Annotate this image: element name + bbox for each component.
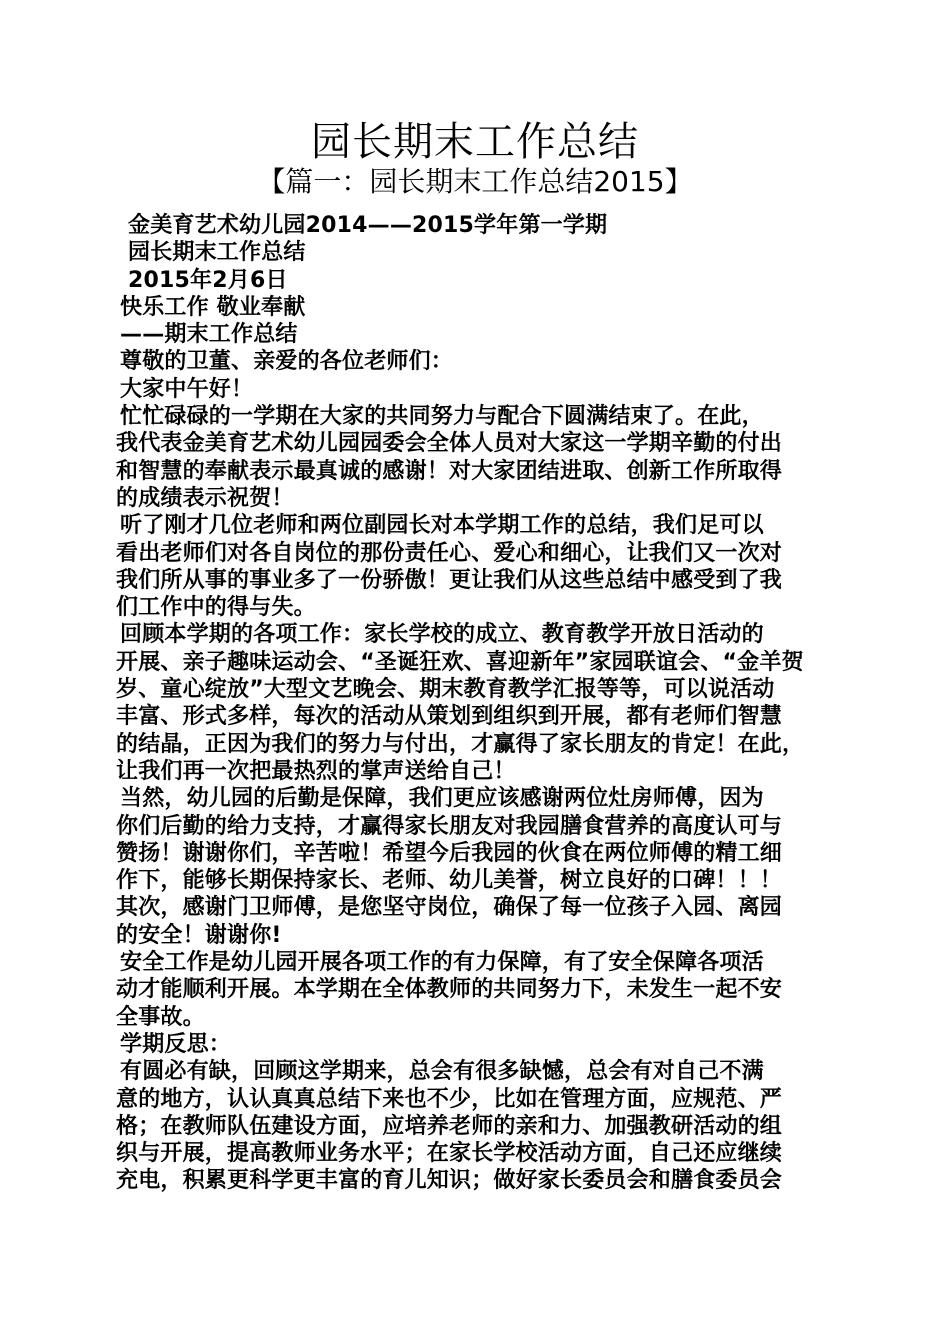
body-line: 全事故。 (116, 1004, 205, 1030)
body-line: ——期末工作总结 (120, 322, 298, 348)
body-line: 织与开展，提高教师业务水平；在家长学校活动方面，自己还应继续 (116, 1141, 783, 1167)
body-line: 的成绩表示祝贺！ (116, 485, 294, 511)
document-body (116, 212, 856, 1195)
body-line: 开展、亲子趣味运动会、“圣诞狂欢、喜迎新年”家园联谊会、“金羊贺 (116, 649, 804, 675)
body-line: 我们所从事的事业多了一份骄傲！更让我们从这些总结中感受到了我 (116, 567, 783, 593)
body-line: 赞扬！谢谢你们，辛苦啦！希望今后我园的伙食在两位师傅的精工细 (116, 840, 783, 866)
body-line: 我代表金美育艺术幼儿园园委会全体人员对大家这一学期辛勤的付出 (116, 431, 783, 457)
body-line: 有圆必有缺，回顾这学期来，总会有很多缺憾，总会有对自己不满 (120, 1059, 764, 1085)
body-line: 作下，能够长期保持家长、老师、幼儿美誉，树立良好的口碑！！！ (116, 868, 783, 894)
body-line: 回顾本学期的各项工作：家长学校的成立、教育教学开放日活动的 (120, 622, 764, 648)
body-line: 听了刚才几位老师和两位副园长对本学期工作的总结，我们足可以 (120, 513, 764, 539)
body-line: 的结晶，正因为我们的努力与付出，才赢得了家长朋友的肯定！在此， (116, 731, 805, 757)
body-line: 和智慧的奉献表示最真诚的感谢！对大家团结进取、创新工作所取得 (116, 458, 783, 484)
body-line: 快乐工作 敬业奉献 (120, 294, 306, 320)
body-line: 当然，幼儿园的后勤是保障，我们更应该感谢两位灶房师傅，因为 (120, 786, 764, 812)
body-line: 其次，感谢门卫师傅，是您坚守岗位，确保了每一位孩子入园、离园 (116, 895, 783, 921)
document-title: 园长期末工作总结 (311, 119, 639, 165)
body-line: 让我们再一次把最热烈的掌声送给自己！ (116, 758, 516, 784)
document-subtitle: 【篇一：园长期末工作总结2015】 (257, 165, 693, 198)
body-line: 丰富、形式多样，每次的活动从策划到组织到开展，都有老师们智慧 (116, 704, 783, 730)
body-line: 学期反思： (120, 1031, 232, 1057)
body-line: 你们后勤的给力支持，才赢得家长朋友对我园膳食营养的高度认可与 (116, 813, 783, 839)
body-line: 的安全！谢谢你! (116, 922, 282, 948)
body-line: 园长期末工作总结 (128, 240, 306, 266)
body-line: 充电，积累更科学更丰富的育儿知识；做好家长委员会和膳食委员会 (116, 1168, 783, 1194)
body-line: 尊敬的卫董、亲爱的各位老师们： (120, 349, 454, 375)
body-line: 大家中午好！ (120, 376, 254, 402)
body-line: 忙忙碌碌的一学期在大家的共同努力与配合下圆满结束了。在此， (120, 404, 764, 430)
body-line: 们工作中的得与失。 (116, 595, 316, 621)
body-line: 看出老师们对各自岗位的那份责任心、爱心和细心，让我们又一次对 (116, 540, 783, 566)
body-line: 2015年2月6日 (128, 267, 288, 293)
body-line: 金美育艺术幼儿园2014——2015学年第一学期 (128, 213, 608, 238)
body-line: 动才能顺利开展。本学期在全体教师的共同努力下，未发生一起不安 (116, 977, 783, 1003)
body-line: 安全工作是幼儿园开展各项工作的有力保障，有了安全保障各项活 (120, 950, 764, 976)
body-line: 岁、童心绽放”大型文艺晚会、期末教育教学汇报等等，可以说活动 (116, 677, 775, 703)
body-line: 意的地方，认认真真总结下来也不少，比如在管理方面，应规范、严 (116, 1086, 783, 1112)
body-line: 格；在教师队伍建设方面，应培养老师的亲和力、加强教研活动的组 (116, 1113, 783, 1139)
